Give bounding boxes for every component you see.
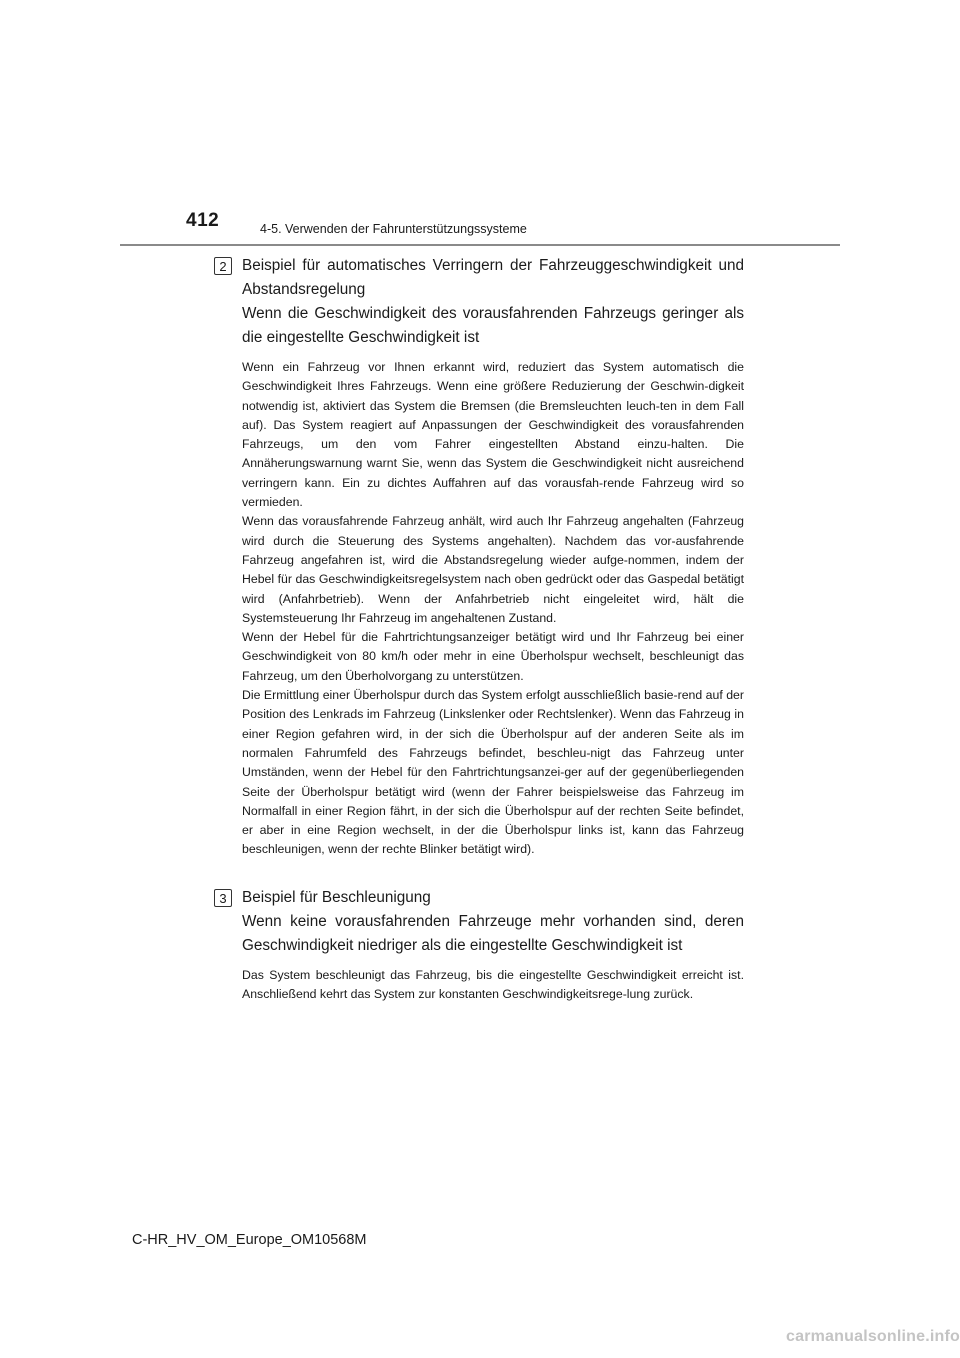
item-number-badge: 3 [214,889,232,907]
item-body [242,966,744,1005]
body-paragraph: Wenn der Hebel für die Fahrtrichtungsanzeiger betätigt wird und Ihr Fahrzeug bei einer Geschwindigkeit von 80 km/h oder mehr in eine Überholspur wechselt, beschleunigt das Fahrzeug, um den Überholvorgang zu unterstützen. [242,630,744,683]
list-item [214,254,744,860]
header-rule [120,244,840,246]
body-paragraph: Die Ermittlung einer Überholspur durch das System erfolgt ausschließlich basie-rend auf der Position des Lenkrads im Fahrzeug (Linkslenker oder Rechtslenker). Wenn das Fahrzeug in einer Region gefahren wird, in der sich die Überholspur auf der anderen Seite als im normalen Fahrumfeld des Fahrzeugs befindet, beschleu-nigt das Fahrzeug unter Umständen, wenn der Hebel für den Fahrtrichtungsanzei-ger auf der gegenüberliegenden Seite der Überholspur betätigt wird (wenn der Fahrer beispielsweise das Fahrzeug im Normalfall in einer Region fährt, in der sich die Überholspur auf der rechten Seite befindet, er aber in eine Region wechselt, in der die Überholspur links ist, kann das Fahrzeug beschleunigen, wenn der rechte Blinker betätigt wird). [242,688,744,857]
item-heading-line: Wenn die Geschwindigkeit des vorausfahrenden Fahrzeugs geringer als die eingestellte Geschwindigkeit ist [242,305,744,346]
page-number: 412 [186,210,220,231]
item-heading-line: Beispiel für automatisches Verringern der Fahrzeuggeschwindigkeit und Abstandsregelung [242,257,744,298]
list-item [214,886,744,1005]
item-number-badge: 2 [214,257,232,275]
footer-document-code: C-HR_HV_OM_Europe_OM10568M [132,1232,367,1248]
body-paragraph: Das System beschleunigt das Fahrzeug, bis die eingestellte Geschwindigkeit erreicht ist. Anschließend kehrt das System zur konstanten Geschwindigkeitsrege-lung zurück. [242,968,744,1002]
item-heading-line: Wenn keine vorausfahrenden Fahrzeuge mehr vorhanden sind, deren Geschwindigkeit niedriger als die eingestellte Geschwindigkeit ist [242,913,744,954]
item-heading [242,886,744,958]
body-paragraph: Wenn das vorausfahrende Fahrzeug anhält, wird auch Ihr Fahrzeug angehalten (Fahrzeug wird durch die Steuerung des Systems angehalten). Nachdem das vor-ausfahrende Fahrzeug angefahren ist, wird die Abstandsregelung wieder aufge-nommen, indem der Hebel für das Geschwindigkeitsregelsystem nach oben gedrückt oder das Gaspedal betätigt wird (Anfahrbetrieb). Wenn der Anfahrbetrieb nicht eingeleitet wird, hält die Systemsteuerung Ihr Fahrzeug im angehaltenen Zustand. [242,514,744,625]
item-heading [242,254,744,350]
section-title: 4-5. Verwenden der Fahrunterstützungssysteme [260,222,527,236]
body-paragraph: Wenn ein Fahrzeug vor Ihnen erkannt wird, reduziert das System automatisch die Geschwindigkeit Ihres Fahrzeugs. Wenn eine größere Reduzierung der Geschwin-digkeit notwendig ist, aktiviert das System die Bremsen (die Bremsleuchten leuch-ten in dem Fall auf). Das System reagiert auf Anpassungen der Geschwindigkeit des vorausfahrenden Fahrzeugs, um den vom Fahrer eingestellten Abstand einzu-halten. Die Annäherungswarnung warnt Sie, wenn das System die Geschwindigkeit nicht ausreichend verringern kann. Ein zu dichtes Auffahren auf das vorausfah-rende Fahrzeug wird so vermieden. [242,360,744,510]
item-heading-line: Beispiel für Beschleunigung [242,889,431,906]
watermark: carmanualsonline.info [786,1328,960,1345]
item-body [242,358,744,860]
